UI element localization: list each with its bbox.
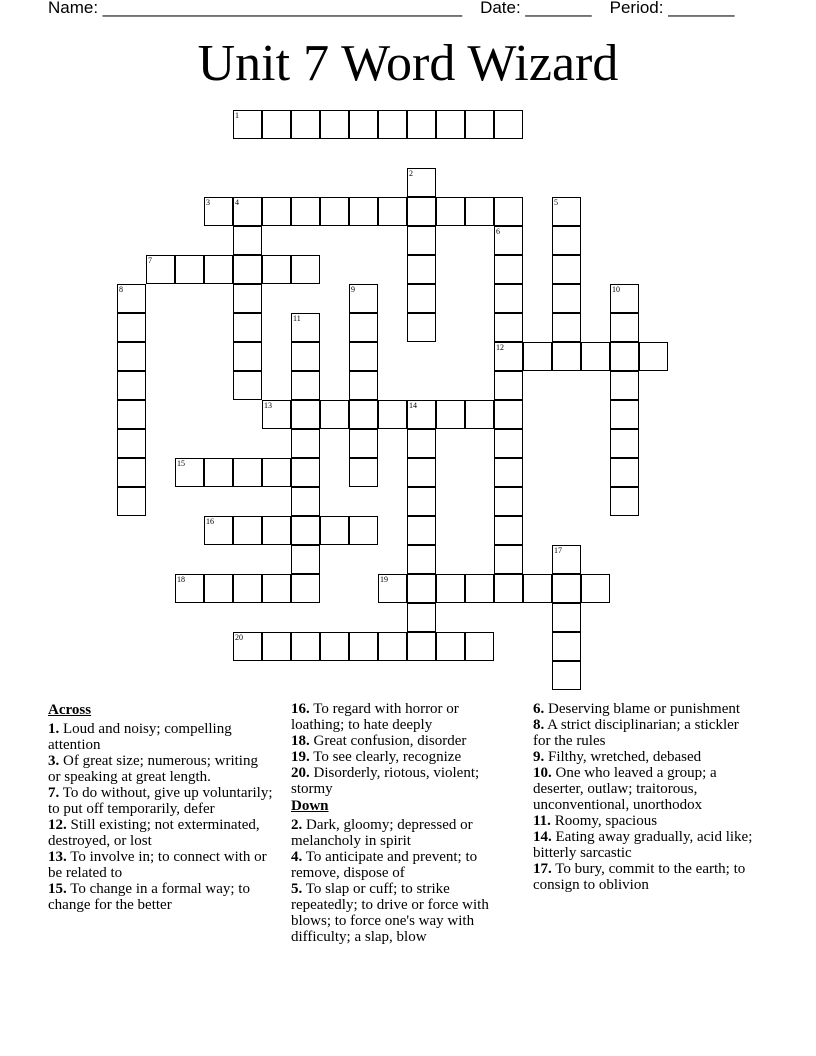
crossword-cell[interactable] (349, 632, 378, 661)
clue-text: A strict disciplinarian; a stickler for the rules (533, 717, 739, 749)
crossword-cell[interactable] (465, 574, 494, 603)
down-clue-17 (533, 861, 757, 893)
crossword-cell[interactable] (407, 313, 436, 342)
crossword-cell[interactable] (378, 574, 407, 603)
clue-number: 17. (533, 861, 552, 877)
clue-text: Dark, gloomy; depressed or melancholy in spirit (291, 817, 473, 849)
crossword-cell[interactable] (465, 197, 494, 226)
crossword-cell[interactable] (494, 400, 523, 429)
crossword-cell[interactable] (610, 284, 639, 313)
down-clue-6 (533, 701, 757, 717)
crossword-cell[interactable] (436, 632, 465, 661)
crossword-cell[interactable] (320, 632, 349, 661)
crossword-cell[interactable] (523, 574, 552, 603)
crossword-cell[interactable] (291, 574, 320, 603)
name-field[interactable]: Name: ______________________________________ (48, 0, 463, 17)
clue-text: Great confusion, disorder (309, 733, 467, 749)
crossword-cell[interactable] (494, 313, 523, 342)
crossword-cell[interactable] (407, 458, 436, 487)
clue-number: 14. (533, 829, 552, 845)
crossword-cell[interactable] (610, 429, 639, 458)
across-clue-7 (48, 785, 274, 817)
clue-number-label: 17 (554, 546, 562, 555)
down-clue-5 (291, 881, 513, 945)
clue-text: Still existing; not exterminated, destroyed, or lost (48, 817, 260, 849)
clue-number: 13. (48, 849, 67, 865)
crossword-cell[interactable] (291, 110, 320, 139)
crossword-cell[interactable] (552, 661, 581, 690)
crossword-cell[interactable] (494, 545, 523, 574)
down-clue-2 (291, 817, 513, 849)
clue-number: 9. (533, 749, 545, 765)
crossword-cell[interactable] (233, 632, 262, 661)
crossword-cell[interactable] (204, 516, 233, 545)
crossword-cell[interactable] (552, 574, 581, 603)
down-clue-9 (533, 749, 757, 765)
crossword-cell[interactable] (407, 255, 436, 284)
crossword-cell[interactable] (378, 632, 407, 661)
crossword-cell[interactable] (407, 545, 436, 574)
crossword-cell[interactable] (610, 487, 639, 516)
crossword-cell[interactable] (320, 400, 349, 429)
crossword-cell[interactable] (407, 168, 436, 197)
down-clue-8 (533, 717, 757, 749)
crossword-cell[interactable] (407, 632, 436, 661)
crossword-cell[interactable] (436, 400, 465, 429)
crossword-cell[interactable] (291, 371, 320, 400)
crossword-cell[interactable] (610, 342, 639, 371)
crossword-cell[interactable] (465, 110, 494, 139)
clue-text: To slap or cuff; to strike repeatedly; to drive or force with blows; to force one's way with difficulty; a slap, blow (291, 881, 489, 945)
crossword-cell[interactable] (204, 255, 233, 284)
crossword-cell[interactable] (494, 487, 523, 516)
clue-number: 5. (291, 881, 303, 897)
crossword-cell[interactable] (581, 342, 610, 371)
down-heading: Down (291, 798, 329, 814)
date-field[interactable]: Date: _______ (480, 0, 592, 17)
crossword-cell[interactable] (349, 110, 378, 139)
clue-number-label: 13 (264, 401, 272, 410)
crossword-cell[interactable] (233, 197, 262, 226)
crossword-cell[interactable] (233, 226, 262, 255)
crossword-cell[interactable] (552, 255, 581, 284)
crossword-cell[interactable] (407, 516, 436, 545)
crossword-cell[interactable] (233, 371, 262, 400)
clue-number: 15. (48, 881, 67, 897)
crossword-cell[interactable] (552, 313, 581, 342)
crossword-cell[interactable] (349, 342, 378, 371)
crossword-cell[interactable] (117, 400, 146, 429)
crossword-cell[interactable] (117, 429, 146, 458)
crossword-cell[interactable] (494, 255, 523, 284)
crossword-cell[interactable] (262, 632, 291, 661)
across-clue-19 (291, 749, 513, 765)
across-clue-12 (48, 817, 274, 849)
clue-number-label: 18 (177, 575, 185, 584)
down-clue-10 (533, 765, 757, 813)
crossword-cell[interactable] (407, 284, 436, 313)
clue-text: To anticipate and prevent; to remove, dispose of (291, 849, 478, 881)
crossword-cell[interactable] (610, 313, 639, 342)
clue-number-label: 4 (235, 198, 239, 207)
crossword-cell[interactable] (204, 574, 233, 603)
crossword-cell[interactable] (639, 342, 668, 371)
clue-number-label: 16 (206, 517, 214, 526)
clue-text: Eating away gradually, acid like; bitterly sarcastic (533, 829, 753, 861)
clue-number-label: 7 (148, 256, 152, 265)
crossword-cell[interactable] (262, 255, 291, 284)
clue-number-label: 5 (554, 198, 558, 207)
crossword-cell[interactable] (552, 197, 581, 226)
crossword-cell[interactable] (349, 458, 378, 487)
clue-number: 12. (48, 817, 67, 833)
crossword-cell[interactable] (117, 371, 146, 400)
crossword-cell[interactable] (494, 458, 523, 487)
crossword-cell[interactable] (117, 284, 146, 313)
crossword-cell[interactable] (552, 226, 581, 255)
crossword-cell[interactable] (552, 342, 581, 371)
crossword-cell[interactable] (291, 313, 320, 342)
clue-number-label: 20 (235, 633, 243, 642)
crossword-cell[interactable] (262, 400, 291, 429)
clue-text: Loud and noisy; compelling attention (48, 721, 232, 753)
crossword-cell[interactable] (233, 255, 262, 284)
clue-number: 18. (291, 733, 310, 749)
clue-number: 4. (291, 849, 303, 865)
crossword-cell[interactable] (349, 284, 378, 313)
clues-column-1 (48, 701, 274, 913)
across-clue-1 (48, 721, 274, 753)
crossword-cell[interactable] (494, 574, 523, 603)
crossword-cell[interactable] (407, 603, 436, 632)
across-clue-20 (291, 765, 513, 797)
clue-number: 2. (291, 817, 303, 833)
crossword-cell[interactable] (291, 545, 320, 574)
across-clue-3 (48, 753, 274, 785)
across-clue-18 (291, 733, 513, 749)
crossword-cell[interactable] (291, 516, 320, 545)
crossword-cell[interactable] (407, 197, 436, 226)
clue-number: 3. (48, 753, 60, 769)
crossword-cell[interactable] (291, 632, 320, 661)
crossword-cell[interactable] (494, 371, 523, 400)
crossword-cell[interactable] (436, 110, 465, 139)
clue-text: To regard with horror or loathing; to hate deeply (291, 701, 459, 733)
clue-number-label: 6 (496, 227, 500, 236)
crossword-cell[interactable] (378, 110, 407, 139)
crossword-cell[interactable] (233, 313, 262, 342)
crossword-cell[interactable] (291, 255, 320, 284)
clue-number: 1. (48, 721, 60, 737)
crossword-cell[interactable] (465, 400, 494, 429)
clue-number-label: 9 (351, 285, 355, 294)
crossword-cell[interactable] (349, 400, 378, 429)
crossword-cell[interactable] (262, 574, 291, 603)
crossword-cell[interactable] (291, 197, 320, 226)
down-clue-4 (291, 849, 513, 881)
crossword-cell[interactable] (349, 429, 378, 458)
crossword-cell[interactable] (552, 632, 581, 661)
crossword-cell[interactable] (378, 400, 407, 429)
clue-text: To do without, give up voluntarily; to put off temporarily, defer (48, 785, 273, 817)
crossword-cell[interactable] (436, 574, 465, 603)
crossword-cell[interactable] (204, 197, 233, 226)
clue-text: One who leaved a group; a deserter, outlaw; traitorous, unconventional, unorthodox (533, 765, 717, 813)
across-heading: Across (48, 702, 92, 718)
crossword-cell[interactable] (494, 284, 523, 313)
crossword-cell[interactable] (320, 197, 349, 226)
clue-number: 6. (533, 701, 545, 717)
crossword-cell[interactable] (552, 603, 581, 632)
crossword-cell[interactable] (117, 342, 146, 371)
clue-text: To bury, commit to the earth; to consign to oblivion (533, 861, 746, 893)
clue-number: 10. (533, 765, 552, 781)
clue-text: Filthy, wretched, debased (544, 749, 702, 765)
crossword-cell[interactable] (233, 342, 262, 371)
crossword-cell[interactable] (349, 313, 378, 342)
crossword-cell[interactable] (494, 516, 523, 545)
crossword-cell[interactable] (262, 110, 291, 139)
clue-text: Roomy, spacious (550, 813, 658, 829)
down-clue-14 (533, 829, 757, 861)
clue-number-label: 10 (612, 285, 620, 294)
clue-number-label: 11 (293, 314, 301, 323)
crossword-cell[interactable] (610, 400, 639, 429)
crossword-cell[interactable] (117, 313, 146, 342)
period-field[interactable]: Period: _______ (609, 0, 735, 17)
page-title: Unit 7 Word Wizard (197, 35, 619, 92)
clue-text: To involve in; to connect with or be related to (48, 849, 267, 881)
crossword-cell[interactable] (320, 110, 349, 139)
crossword-cell[interactable] (262, 197, 291, 226)
crossword-cell[interactable] (175, 458, 204, 487)
clue-number: 8. (533, 717, 545, 733)
crossword-cell[interactable] (233, 574, 262, 603)
across-clue-16 (291, 701, 513, 733)
crossword-cell[interactable] (291, 400, 320, 429)
clue-text: Disorderly, riotous, violent; stormy (291, 765, 480, 797)
across-clue-15 (48, 881, 274, 913)
crossword-cell[interactable] (407, 574, 436, 603)
crossword-cell[interactable] (117, 487, 146, 516)
crossword-cell[interactable] (117, 458, 146, 487)
clue-text: Of great size; numerous; writing or speaking at great length. (48, 753, 258, 785)
clue-number-label: 14 (409, 401, 417, 410)
crossword-cell[interactable] (349, 371, 378, 400)
clue-number-label: 15 (177, 459, 185, 468)
crossword-cell[interactable] (581, 574, 610, 603)
clue-number: 19. (291, 749, 310, 765)
crossword-cell[interactable] (407, 226, 436, 255)
crossword-cell[interactable] (610, 458, 639, 487)
clue-number: 11. (533, 813, 551, 829)
crossword-cell[interactable] (349, 197, 378, 226)
clues-column-2 (291, 701, 513, 945)
across-clue-13 (48, 849, 274, 881)
crossword-cell[interactable] (436, 197, 465, 226)
crossword-cell[interactable] (262, 458, 291, 487)
crossword-cell[interactable] (320, 516, 349, 545)
crossword-cell[interactable] (146, 255, 175, 284)
crossword-cell[interactable] (233, 284, 262, 313)
clue-number-label: 8 (119, 285, 123, 294)
crossword-cell[interactable] (552, 545, 581, 574)
crossword-cell[interactable] (291, 487, 320, 516)
clues-column-3 (533, 701, 757, 893)
crossword-cell[interactable] (407, 429, 436, 458)
crossword-cell[interactable] (610, 371, 639, 400)
crossword-cell[interactable] (552, 284, 581, 313)
clue-text: To change in a formal way; to change for the better (48, 881, 250, 913)
crossword-cell[interactable] (175, 574, 204, 603)
crossword-cell[interactable] (291, 429, 320, 458)
crossword-cell[interactable] (494, 429, 523, 458)
crossword-cell[interactable] (465, 632, 494, 661)
clue-number-label: 12 (496, 343, 504, 352)
crossword-cell[interactable] (494, 226, 523, 255)
crossword-cell[interactable] (378, 197, 407, 226)
clue-number-label: 19 (380, 575, 388, 584)
crossword-cell[interactable] (233, 110, 262, 139)
crossword-cell[interactable] (233, 516, 262, 545)
crossword-cell[interactable] (262, 516, 291, 545)
clue-number-label: 1 (235, 111, 239, 120)
crossword-cell[interactable] (175, 255, 204, 284)
clue-number-label: 3 (206, 198, 210, 207)
crossword-cell[interactable] (291, 458, 320, 487)
crossword-cell[interactable] (349, 516, 378, 545)
crossword-cell[interactable] (291, 342, 320, 371)
crossword-cell[interactable] (494, 342, 523, 371)
clue-number: 7. (48, 785, 60, 801)
crossword-cell[interactable] (523, 342, 552, 371)
clue-number-label: 2 (409, 169, 413, 178)
down-clue-11 (533, 813, 757, 829)
crossword-cell[interactable] (204, 458, 233, 487)
clue-text: Deserving blame or punishment (544, 701, 741, 717)
clue-number: 20. (291, 765, 310, 781)
crossword-cell[interactable] (494, 110, 523, 139)
crossword-cell[interactable] (233, 458, 262, 487)
clue-text: To see clearly, recognize (309, 749, 462, 765)
crossword-cell[interactable] (494, 197, 523, 226)
crossword-cell[interactable] (407, 400, 436, 429)
crossword-cell[interactable] (407, 487, 436, 516)
crossword-cell[interactable] (407, 110, 436, 139)
clue-number: 16. (291, 701, 310, 717)
